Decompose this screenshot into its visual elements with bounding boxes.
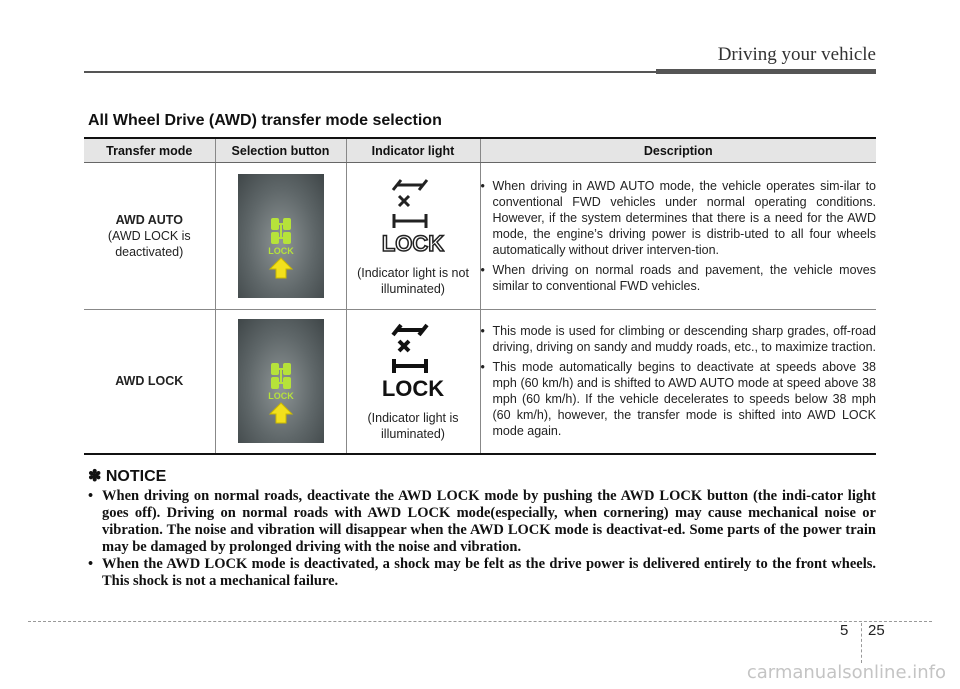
awd-indicator-off-icon (381, 176, 445, 260)
footer-rule (28, 621, 932, 622)
indicator-cell (346, 163, 480, 310)
indicator-caption: (Indicator light is illuminated) (367, 410, 459, 441)
description-item: • When driving on normal roads and pavement, the vehicle moves similar to conventional FWD vehicles. (481, 262, 877, 294)
button-cell (215, 163, 346, 310)
header-rule-thick (656, 69, 876, 74)
column-header: Transfer mode (84, 138, 215, 163)
button-lock-label: LOCK (267, 246, 294, 256)
header-rule (84, 71, 656, 73)
indicator-caption: (Indicator light is not illuminated) (357, 265, 469, 296)
description-item: • When driving in AWD AUTO mode, the vehicle operates sim-ilar to conventional FWD vehicles under normal operating conditions. However, if the system determines that there is a need for the AWD mode, the engine’s driving power is distrib-uted to all four wheels automatically without driver interven-tion. (481, 178, 877, 258)
mode-cell (84, 310, 215, 454)
button-cell (215, 310, 346, 454)
description-cell (480, 163, 876, 310)
awd-indicator-on-icon (381, 321, 445, 405)
section-title: Driving your vehicle (717, 44, 876, 65)
indicator-cell (346, 310, 480, 454)
up-arrow-icon (270, 258, 292, 278)
notice-asterisk-icon: ✽ (88, 468, 102, 485)
indicator-lock-label: LOCK (381, 230, 445, 256)
up-arrow-icon (270, 403, 292, 423)
transfer-mode-table (84, 137, 876, 455)
table-row (84, 163, 876, 310)
column-header: Indicator light (346, 138, 480, 163)
notice-item: • When the AWD LOCK mode is deactivated, a shock may be felt as the drive power is delivered entirely to the front wheels. This shock is not a mechanical failure. (88, 556, 876, 590)
awd-drivetrain-icon (238, 319, 324, 443)
column-header: Description (480, 138, 876, 163)
mode-cell (84, 163, 215, 310)
button-lock-label: LOCK (267, 391, 294, 402)
awd-drivetrain-icon (238, 174, 324, 298)
awd-lock-button-photo (238, 174, 324, 298)
description-item: • This mode is used for climbing or descending sharp grades, off-road driving, driving on sandy and muddy roads, etc., to maximize traction. (481, 323, 877, 355)
mode-name: AWD AUTO (115, 213, 183, 227)
awd-lock-button-photo (238, 319, 324, 443)
notice-title: NOTICE (105, 468, 167, 485)
mode-note: (AWD LOCK is deactivated) (107, 229, 191, 259)
notice-heading (88, 466, 166, 486)
description-cell (480, 310, 876, 454)
page-number: 25 (868, 622, 885, 639)
indicator-lock-label: LOCK (381, 375, 445, 401)
page-number-divider (861, 623, 862, 663)
watermark: carmanualsonline.info (746, 662, 946, 683)
table-header-row (84, 138, 876, 163)
chapter-number: 5 (840, 622, 849, 639)
notice-item: • When driving on normal roads, deactivate the AWD LOCK mode by pushing the AWD LOCK button (the indi-cator light goes off). Driving on normal roads with AWD LOCK mode(especially, when cornering) may cause mechanical noise or vibration. The noise and vibration will disappear when the AWD LOCK mode is deactivat-ed. Some parts of the power train may be damaged by prolonged driving with the noise and vibration. (88, 488, 876, 556)
page-heading: All Wheel Drive (AWD) transfer mode selection (88, 112, 442, 129)
notice-list (88, 488, 876, 590)
column-header: Selection button (215, 138, 346, 163)
mode-name: AWD LOCK (115, 374, 184, 389)
table-row (84, 310, 876, 454)
description-item: • This mode automatically begins to deactivate at speeds above 38 mph (60 km/h) and is shifted to AWD AUTO mode at speed above 38 mph (60 km/h). If the vehicle decelerates to speeds below 38 mph (60 km/h), however, the transfer mode is shifted into AWD LOCK mode again. (481, 359, 877, 439)
